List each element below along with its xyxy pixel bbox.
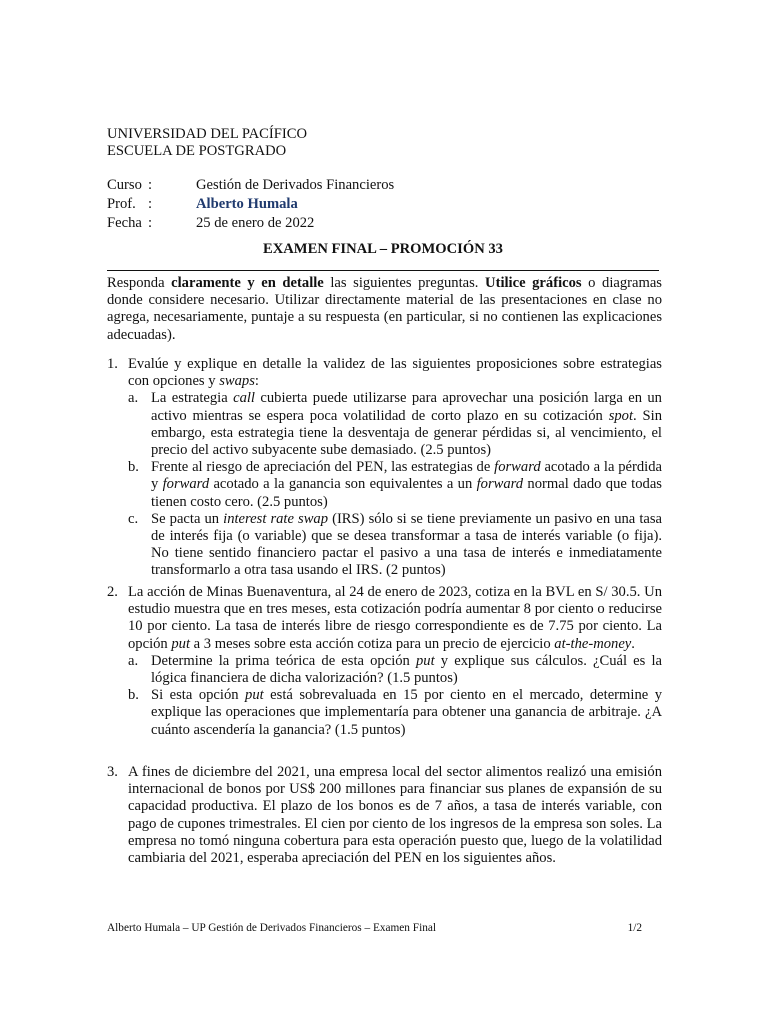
intro-bold: Utilice gráficos (485, 275, 582, 291)
question-1b (128, 459, 662, 511)
sub-letter: a. (128, 390, 139, 407)
intro-text: o diagramas donde considere necesario. Utilizar directamente material de las presentaciones en clase no agrega, necesariamente, puntaje a su respuesta (en particular, si no contienen las explicaciones adecuadas). (107, 275, 662, 343)
sub-text: Se pacta un interest rate swap (IRS) sólo si se tiene previamente un pasivo en una tasa de interés fija (o variable) que se desea transformar a tasa de interés variable (o fija). No tiene sentido financiero pactar el pasivo a una tasa de interés e inmediatamente transformarlo a otra tasa usando el IRS. (2 puntos) (151, 510, 663, 579)
meta-course-label: Curso (107, 177, 142, 193)
meta-course-value: Gestión de Derivados Financieros (196, 177, 395, 193)
sub-text: La estrategia call cubierta puede utilizarse para aprovechar una posición larga en un activo mientras se espera poca volatilidad de corto plazo en su cotización spot. Sin embargo, esta estrategia tiene la desventaja de generar pérdidas si, al vencimiento, el precio del activo subyacente sube demasiado. (2.5 puntos) (151, 390, 662, 459)
question-number: 2. (107, 584, 118, 600)
meta-prof-label: Prof. (107, 196, 136, 212)
question-number: 3. (107, 764, 118, 780)
page-footer (107, 922, 642, 934)
school-name: ESCUELA DE POSTGRADO (107, 143, 287, 159)
question-number: 1. (107, 356, 118, 372)
page-number: 1/2 (627, 922, 642, 934)
meta-date-value: 25 de enero de 2022 (196, 215, 315, 231)
sub-letter: c. (128, 510, 139, 527)
meta-colon: : (148, 215, 153, 231)
question-1c (128, 511, 662, 580)
question-2a (128, 653, 662, 687)
exam-title: EXAMEN FINAL – PROMOCIÓN 33 (263, 241, 503, 257)
question-1a (128, 390, 662, 459)
question-2-stem (107, 584, 662, 653)
meta-colon: : (148, 196, 153, 212)
document-header (107, 126, 307, 160)
sub-text: Frente al riesgo de apreciación del PEN, las estrategias de forward acotado a la pérdida y forward acotado a la ganancia son equivalentes a un forward normal dado que todas tienen costo cero. (2.5 puntos) (151, 459, 662, 510)
question-text: Evalúe y explique en detalle la validez de las siguientes proposiciones sobre estrategias con opciones y swaps: (128, 356, 662, 390)
sub-text: Determine la prima teórica de esta opción put y explique sus cálculos. ¿Cuál es la lógica financiera de dicha valorización? (1.5 puntos) (151, 652, 662, 687)
meta-prof-row (107, 195, 394, 214)
sub-letter: b. (128, 687, 139, 704)
question-3 (107, 764, 662, 867)
meta-colon: : (148, 177, 153, 193)
question-2b (128, 687, 662, 739)
exam-metadata (107, 176, 394, 233)
instructions-paragraph (107, 275, 662, 344)
question-1 (107, 356, 662, 580)
question-2 (107, 584, 662, 739)
intro-text: Responda (107, 275, 172, 291)
intro-text: las siguientes preguntas. (323, 275, 486, 291)
meta-course-row (107, 176, 394, 195)
question-3-stem (107, 764, 662, 867)
sub-letter: b. (128, 459, 139, 476)
intro-bold: claramente y en detalle (171, 275, 324, 291)
footer-left-text: Alberto Humala – UP Gestión de Derivados Financieros – Examen Final (107, 922, 437, 934)
sub-letter: a. (128, 652, 139, 669)
meta-date-label: Fecha (107, 215, 142, 231)
meta-date-row (107, 214, 394, 233)
question-1-stem (107, 356, 662, 390)
sub-text: Si esta opción put está sobrevaluada en 15 por ciento en el mercado, determine y explique las operaciones que implementaría para obtener una ganancia de arbitraje. ¿A cuánto ascendería la ganancia? (1.5 puntos) (151, 687, 662, 738)
title-divider (107, 270, 659, 271)
meta-prof-value: Alberto Humala (196, 196, 298, 212)
question-text: La acción de Minas Buenaventura, al 24 de enero de 2023, cotiza en la BVL en S/ 30.5. Un estudio muestra que en tres meses, esta cotización podría aumentar 8 por ciento o reducirse 10 por ciento. La tasa de interés libre de riesgo correspondiente es de 7.75 por ciento. La opción put a 3 meses sobre esta acción cotiza para un precio de ejercicio at-the-money. (128, 584, 662, 652)
university-name: UNIVERSIDAD DEL PACÍFICO (107, 126, 308, 142)
question-text: A fines de diciembre del 2021, una empresa local del sector alimentos realizó una emisión internacional de bonos por US$ 200 millones para financiar sus planes de expansión de su capacidad productiva. El plazo de los bonos es de 7 años, a tasa de interés variable, con pago de cupones trimestrales. El cien por ciento de los ingresos de la empresa son soles. La empresa no tomó ninguna cobertura para esta operación puesto que, luego de la volatilidad cambiaria del 2021, esperaba apreciación del PEN en los siguientes años. (128, 764, 662, 867)
